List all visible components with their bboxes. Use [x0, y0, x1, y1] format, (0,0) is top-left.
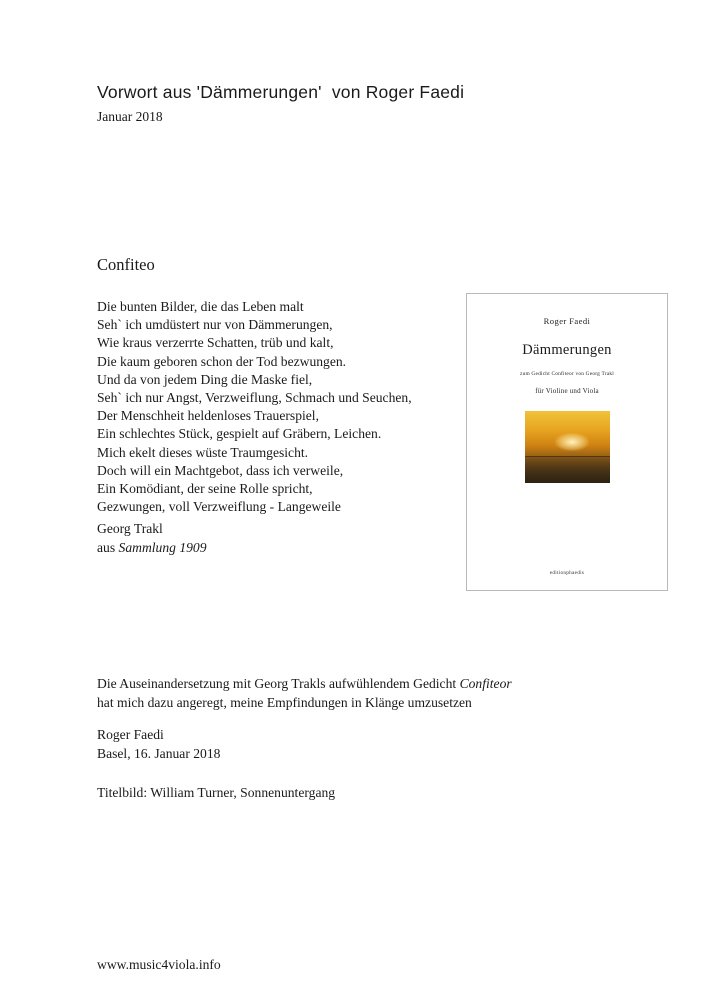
poem-attribution [97, 520, 207, 557]
poem-source-title: Sammlung 1909 [118, 539, 207, 555]
poem-line: Der Menschheit heldenloses Trauerspiel, [97, 408, 319, 424]
cover-title: Dämmerungen [522, 342, 612, 358]
poem-line: Wie kraus verzerrte Schatten, trüb und kalt, [97, 335, 334, 351]
footer-website-link[interactable]: www.music4viola.info [97, 957, 221, 972]
poem-body [97, 298, 447, 516]
closing-text-part1: Die Auseinandersetzung mit Georg Trakls aufwühlendem Gedicht [97, 676, 460, 691]
poem-source-prefix: aus [97, 539, 119, 555]
poem-line: Ein Komödiant, der seine Rolle spricht, [97, 481, 313, 497]
cover-subtitle-instruments: für Violine und Viola [535, 387, 599, 395]
page-title: Vorwort aus 'Dämmerungen' von Roger Faedi [97, 82, 465, 102]
poem-source [97, 539, 207, 558]
poem-line: Seh` ich nur Angst, Verzweiflung, Schmach und Seuchen, [97, 390, 412, 406]
closing-text-line2: hat mich dazu angeregt, meine Empfindungen in Klänge umzusetzen [97, 694, 472, 710]
cover-author: Roger Faedi [543, 316, 591, 326]
sunset-painting-icon [525, 411, 610, 483]
document-header [97, 82, 657, 125]
signature-name: Roger Faedi [97, 727, 164, 742]
sun-glow [555, 433, 589, 452]
water-area [525, 456, 610, 483]
closing-paragraph [97, 675, 617, 712]
signature-place-date: Basel, 16. Januar 2018 [97, 745, 221, 761]
signature-block [97, 726, 220, 763]
document-date: Januar 2018 [97, 109, 163, 124]
poem-line: Und da von jedem Ding die Maske fiel, [97, 371, 313, 387]
poem-author: Georg Trakl [97, 521, 163, 536]
image-credit: Titelbild: William Turner, Sonnenuntergang [97, 785, 336, 800]
poem-line: Seh` ich umdüstert nur von Dämmerungen, [97, 317, 333, 333]
poem-heading: Confiteo [97, 255, 155, 274]
poem-line: Die kaum geboren schon der Tod bezwungen. [97, 353, 347, 369]
poem-line: Die bunten Bilder, die das Leben malt [97, 299, 304, 314]
poem-line: Doch will ein Machtgebot, dass ich verweile, [97, 462, 344, 478]
closing-text-italic: Confiteor [459, 676, 512, 691]
poem-line: Mich ekelt dieses wüste Traumgesicht. [97, 444, 309, 460]
horizon-line [525, 456, 610, 457]
cover-imprint: editionphaedis [549, 570, 585, 576]
cover-subtitle-work: zum Gedicht Confiteor von Georg Trakl [520, 371, 614, 377]
poem-line: Gezwungen, voll Verzweiflung - Langeweile [97, 499, 341, 515]
poem-line: Ein schlechtes Stück, gespielt auf Gräbern, Leichen. [97, 426, 382, 442]
book-cover-image [466, 293, 668, 591]
